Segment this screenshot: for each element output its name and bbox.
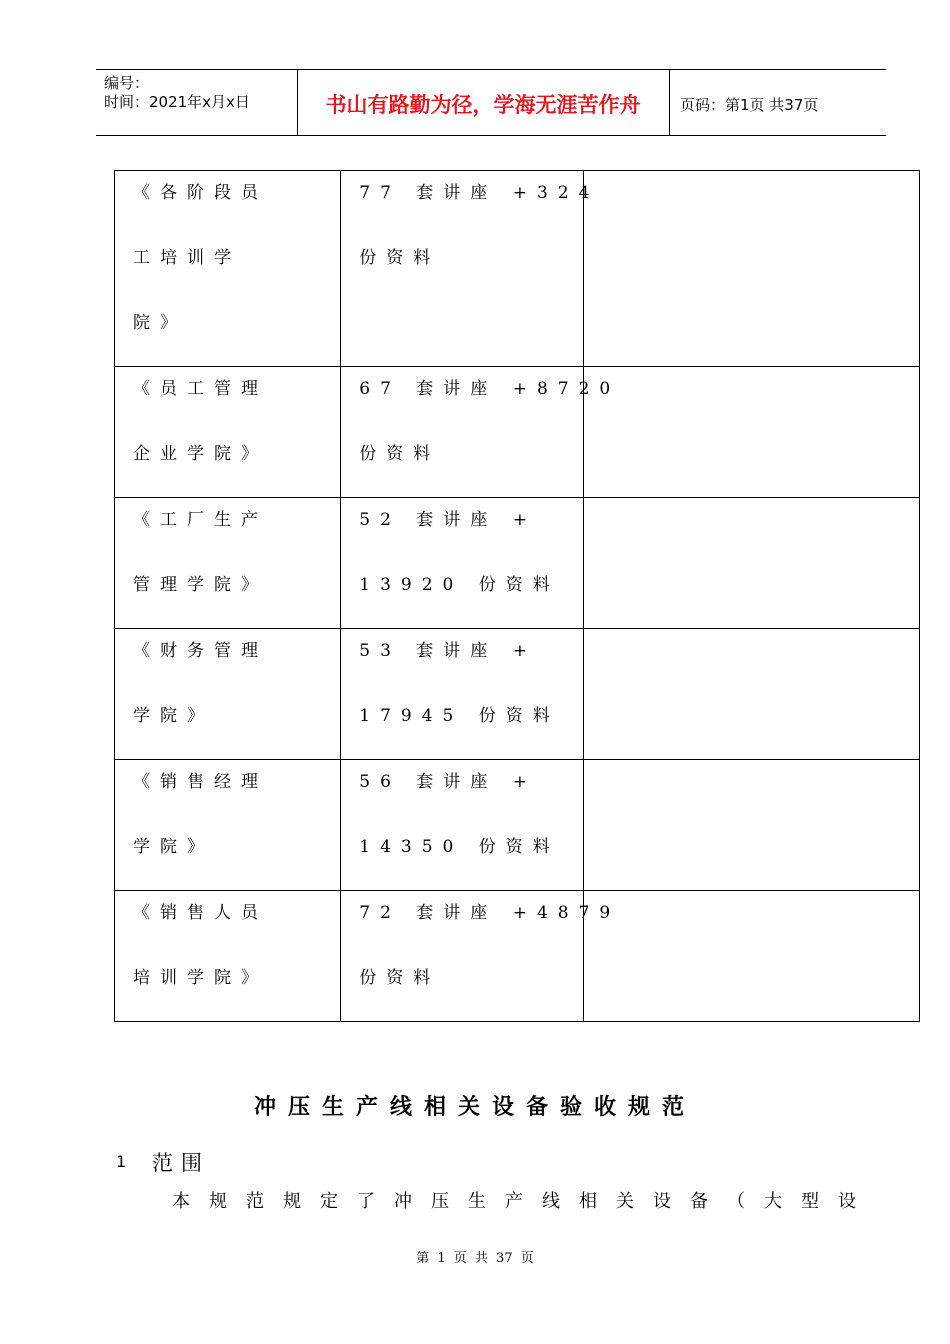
table-row bbox=[115, 498, 920, 629]
document-title: 冲压生产线相关设备验收规范 bbox=[253, 1095, 696, 1120]
note-cell bbox=[583, 629, 919, 760]
course-content-line: 56 套讲座 + bbox=[359, 772, 537, 792]
course-content-cell bbox=[341, 498, 583, 629]
course-name-cell bbox=[115, 760, 341, 891]
course-content-cell bbox=[341, 629, 583, 760]
course-name-cell bbox=[115, 629, 341, 760]
course-content-cell bbox=[341, 171, 600, 367]
course-name-line: 《各阶段员 bbox=[133, 183, 268, 203]
course-name-line: 工培训学 bbox=[133, 248, 241, 268]
course-name-line: 《员工管理 bbox=[133, 379, 268, 399]
course-content-line: 72 套讲座 +4879 bbox=[359, 903, 621, 923]
note-cell bbox=[583, 891, 919, 1022]
course-content-line: 67 套讲座 +8720 bbox=[359, 379, 621, 399]
table-row bbox=[115, 629, 920, 760]
header-motto: 书山有路勤为径，学海无涯苦作舟 bbox=[325, 93, 641, 117]
course-name-line: 学院》 bbox=[133, 706, 214, 726]
course-name-line: 企业学院》 bbox=[133, 444, 268, 464]
page-info: 页码：第1页 共37页 bbox=[680, 96, 819, 114]
table-row bbox=[115, 891, 920, 1022]
serial-label: 编号： bbox=[104, 74, 150, 92]
course-name-line: 学院》 bbox=[133, 837, 214, 857]
course-name-line: 院》 bbox=[133, 313, 187, 333]
course-name-line: 《工厂生产 bbox=[133, 510, 268, 530]
course-content-cell bbox=[341, 891, 621, 1022]
course-name-line: 《销售经理 bbox=[133, 772, 268, 792]
course-content-line: 13920 份资料 bbox=[359, 575, 560, 595]
body-paragraph: 本规范规定了冲压生产线相关设备（大型设 bbox=[172, 1191, 875, 1212]
header-top-rule bbox=[96, 69, 886, 70]
note-cell bbox=[583, 171, 919, 367]
table-row bbox=[115, 367, 920, 498]
course-name-cell bbox=[115, 171, 341, 367]
course-content-line: 份资料 bbox=[359, 248, 441, 268]
course-name-cell bbox=[115, 498, 341, 629]
course-content-line: 份资料 bbox=[359, 968, 441, 988]
course-content-line: 77 套讲座 +324 bbox=[359, 183, 600, 203]
section-title: 范围 bbox=[152, 1151, 210, 1175]
course-name-cell bbox=[115, 367, 341, 498]
course-content-cell bbox=[341, 760, 583, 891]
time-label: 时间：2021年x月x日 bbox=[104, 93, 250, 111]
course-table bbox=[114, 170, 920, 1022]
note-cell bbox=[583, 367, 919, 498]
header-bottom-rule bbox=[96, 135, 886, 136]
course-name-line: 管理学院》 bbox=[133, 575, 268, 595]
course-content-cell bbox=[341, 367, 621, 498]
course-name-line: 《销售人员 bbox=[133, 903, 268, 923]
course-content-line: 份资料 bbox=[359, 444, 441, 464]
note-cell bbox=[583, 498, 919, 629]
course-name-line: 《财务管理 bbox=[133, 641, 268, 661]
course-content-line: 14350 份资料 bbox=[359, 837, 560, 857]
course-content-line: 17945 份资料 bbox=[359, 706, 560, 726]
header-divider-right bbox=[669, 69, 670, 135]
course-content-line: 52 套讲座 + bbox=[359, 510, 537, 530]
course-name-line: 培训学院》 bbox=[133, 968, 268, 988]
table-row bbox=[115, 760, 920, 891]
table-row bbox=[115, 171, 920, 367]
course-content-line: 53 套讲座 + bbox=[359, 641, 537, 661]
course-name-cell bbox=[115, 891, 341, 1022]
page-footer: 第 1 页 共 37 页 bbox=[416, 1251, 534, 1266]
note-cell bbox=[583, 760, 919, 891]
section-number: 1 bbox=[116, 1152, 127, 1171]
